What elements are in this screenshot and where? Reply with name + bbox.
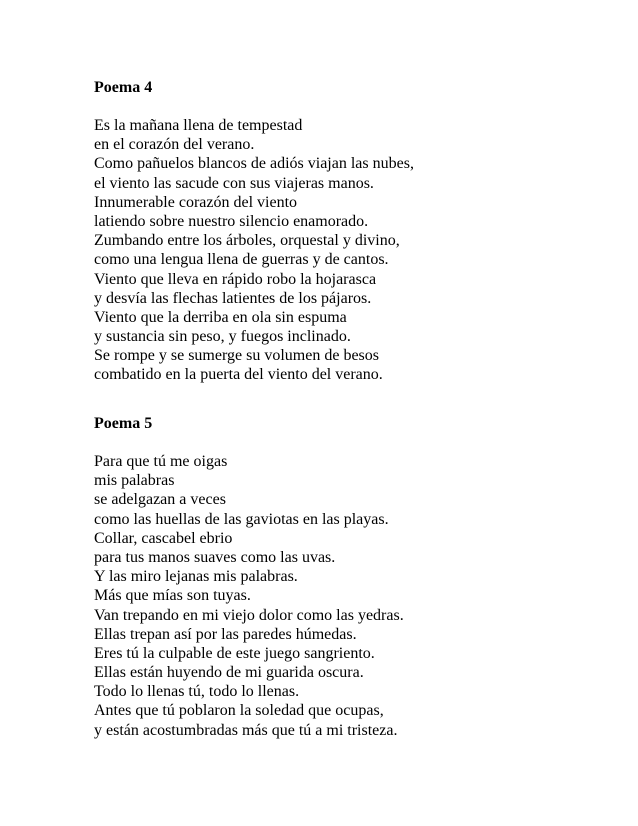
poem-line: Más que mías son tuyas. xyxy=(94,587,251,605)
poem-line: Es la mañana llena de tempestad xyxy=(94,117,303,134)
poem-5-title: Poema 5 xyxy=(94,415,153,432)
poem-line: Antes que tú poblaron la soledad que ocupas, xyxy=(94,702,384,720)
poem-line: combatido en la puerta del viento del verano. xyxy=(94,366,383,384)
poem-line: para tus manos suaves como las uvas. xyxy=(94,548,336,566)
poem-5-body xyxy=(94,452,404,740)
poem-line: mis palabras xyxy=(94,472,175,490)
poem-line: Y las miro lejanas mis palabras. xyxy=(94,568,298,586)
poem-line: Ellas trepan así por las paredes húmedas. xyxy=(94,625,357,643)
poem-line: en el corazón del verano. xyxy=(94,136,255,154)
poem-line: Ellas están huyendo de mi guarida oscura. xyxy=(94,664,364,682)
poem-line: Todo lo llenas tú, todo lo llenas. xyxy=(94,683,300,701)
poem-line: como una lengua llena de guerras y de cantos. xyxy=(94,251,389,269)
poem-line: Viento que la derriba en ola sin espuma xyxy=(94,308,347,326)
poem-line: Como pañuelos blancos de adiós viajan las nubes, xyxy=(94,155,414,173)
poem-line: latiendo sobre nuestro silencio enamorado. xyxy=(94,212,369,230)
poem-line: se adelgazan a veces xyxy=(94,491,226,509)
poem-line: y sustancia sin peso, y fuegos inclinado. xyxy=(94,328,351,346)
poem-line: Van trepando en mi viejo dolor como las yedras. xyxy=(94,606,404,624)
poem-4-title: Poema 4 xyxy=(94,79,153,96)
poem-4-body xyxy=(94,116,414,385)
poem-line: como las huellas de las gaviotas en las playas. xyxy=(94,510,389,528)
poem-line: Para que tú me oigas xyxy=(94,453,228,470)
poem-line: Eres tú la culpable de este juego sangriento. xyxy=(94,644,375,662)
poem-line: Se rompe y se sumerge su volumen de besos xyxy=(94,347,379,365)
poem-line: Viento que lleva en rápido robo la hojarasca xyxy=(94,270,377,288)
poem-line: Innumerable corazón del viento xyxy=(94,193,298,211)
poem-line: y desvía las flechas latientes de los pájaros. xyxy=(94,289,372,307)
poem-line: y están acostumbradas más que tú a mi tristeza. xyxy=(94,721,398,739)
poem-line: el viento las sacude con sus viajeras manos. xyxy=(94,174,374,192)
poem-line: Zumbando entre los árboles, orquestal y divino, xyxy=(94,232,400,250)
poem-line: Collar, cascabel ebrio xyxy=(94,529,233,547)
